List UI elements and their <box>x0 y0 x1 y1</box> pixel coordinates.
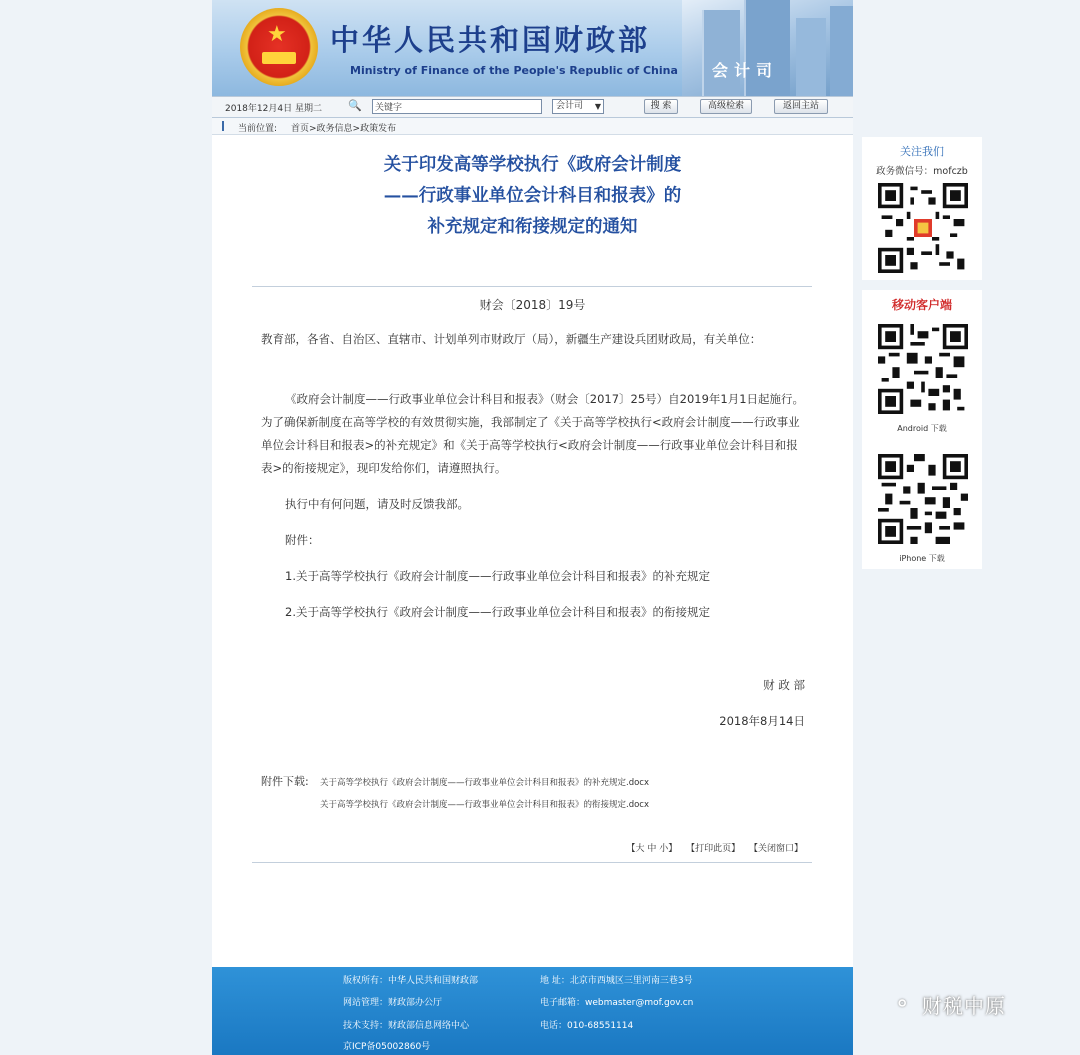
document-number: 财会〔2018〕19号 <box>479 298 586 312</box>
watermark-text: 财税中原 <box>922 994 1006 1018</box>
back-to-main-site-button[interactable]: 返回主站 <box>774 99 828 114</box>
footer-icp[interactable]: 京ICP备05002860号 <box>343 1042 431 1052</box>
search-toolbar <box>212 96 853 118</box>
mobile-client-title: 移动客户端 <box>891 298 952 312</box>
issue-date: 2018年8月14日 <box>719 714 805 728</box>
advanced-search-button[interactable]: 高级检索 <box>700 99 752 114</box>
close-window-link[interactable]: 【关闭窗口】 <box>748 844 803 854</box>
main-page <box>212 0 853 1055</box>
current-date: 2018年12月4日 星期二 <box>225 104 322 114</box>
site-footer <box>212 967 853 1055</box>
wechat-id: 政务微信号：mofczb <box>876 166 968 177</box>
download-label: 附件下载: <box>261 775 309 788</box>
footer-support: 技术支持：财政部信息网络中心 <box>343 1021 470 1031</box>
signer: 财 政 部 <box>763 678 805 692</box>
site-banner <box>212 0 853 96</box>
follow-us-title: 关注我们 <box>900 145 944 158</box>
search-button[interactable]: 搜 索 <box>644 99 678 114</box>
breadcrumb <box>212 118 853 135</box>
footer-admin: 网站管理：财政部办公厅 <box>343 998 443 1008</box>
android-qr-code-icon[interactable] <box>878 324 968 414</box>
search-input[interactable] <box>372 99 542 114</box>
department-name: 会计司 <box>712 61 779 80</box>
attachment-download-link[interactable]: 关于高等学校执行《政府会计制度——行政事业单位会计科目和报表》的补充规定.docx <box>320 778 650 788</box>
mobile-client-panel <box>862 290 982 569</box>
footer-copyright: 版权所有：中华人民共和国财政部 <box>343 976 479 986</box>
breadcrumb-label: 当前位置: <box>238 124 278 134</box>
print-page-link[interactable]: 【打印此页】 <box>686 844 741 854</box>
chevron-down-icon: ▼ <box>594 102 601 111</box>
footer-email[interactable]: 电子邮箱：webmaster@mof.gov.cn <box>540 998 694 1008</box>
site-title-en: Ministry of Finance of the People's Republic of China <box>350 64 678 77</box>
footer-address: 地 址：北京市西城区三里河南三巷3号 <box>540 976 693 986</box>
footer-phone: 电话：010-68551114 <box>540 1021 634 1031</box>
national-emblem-icon: ★ <box>240 8 318 86</box>
attachment-heading: 附件： <box>285 533 320 547</box>
wechat-icon: ⚬ <box>893 992 912 1017</box>
site-title: 中华人民共和国财政部 <box>330 23 651 57</box>
wechat-qr-code-icon[interactable] <box>878 183 968 273</box>
attachment-download-link[interactable]: 关于高等学校执行《政府会计制度——行政事业单位会计科目和报表》的衔接规定.docx <box>320 800 650 810</box>
divider <box>252 286 812 287</box>
search-icon: 🔍 <box>348 99 362 112</box>
breadcrumb-path[interactable]: 首页>政务信息>政策发布 <box>291 124 397 134</box>
android-download-label[interactable]: Android 下载 <box>897 424 947 433</box>
divider <box>252 862 812 863</box>
article-title: 关于印发高等学校执行《政府会计制度 ——行政事业单位会计科目和报表》的 补充规定和衔接规定的通知 <box>383 155 682 237</box>
addressee: 教育部，各省、自治区、直辖市、计划单列市财政厅（局），新疆生产建设兵团财政局，有关单位： <box>261 332 762 346</box>
follow-us-panel <box>862 137 982 280</box>
font-size-control[interactable]: 【大 中 小】 <box>626 844 678 854</box>
attachment-item: 2.关于高等学校执行《政府会计制度——行政事业单位会计科目和报表》的衔接规定 <box>285 605 710 619</box>
body-paragraph: 执行中有何问题，请及时反馈我部。 <box>285 497 469 511</box>
search-scope-select[interactable]: 会计司 ▼ <box>552 99 604 114</box>
iphone-qr-code-icon[interactable] <box>878 454 968 544</box>
attachment-item: 1.关于高等学校执行《政府会计制度——行政事业单位会计科目和报表》的补充规定 <box>285 569 710 583</box>
body-paragraph: 《政府会计制度——行政事业单位会计科目和报表》（财会〔2017〕25号）自2019年1月1日起施行。为了确保新制度在高等学校的有效贯彻实施，我部制定了《关于高等学校执行<政府会计制度——行政事业单位会计科目和报表>的补充规定》和《关于高等学校执行<政府会计制度——行政事业单位会计科目和报表>的衔接规定》，现印发给你们，请遵照执行。 <box>261 392 805 475</box>
page-tools <box>620 841 803 854</box>
iphone-download-label[interactable]: iPhone 下载 <box>899 554 945 563</box>
